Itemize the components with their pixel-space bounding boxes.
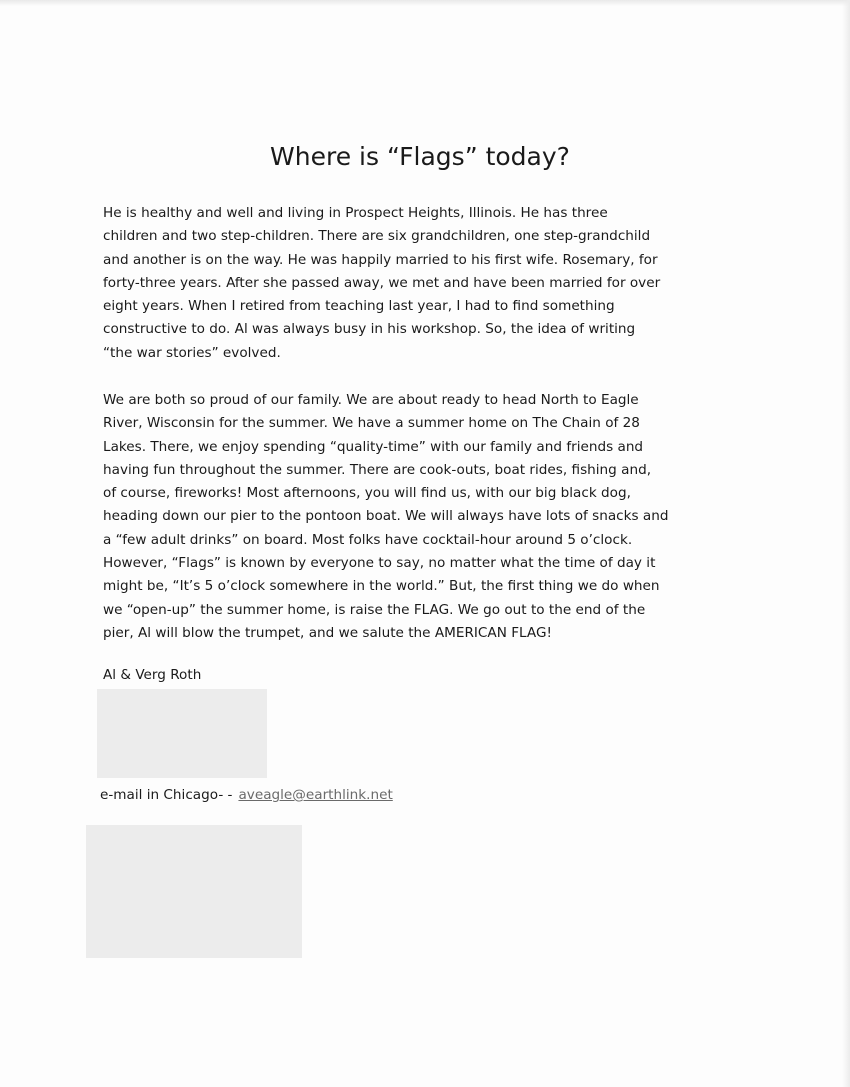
paragraph-line: might be, “It’s 5 o’clock somewhere in the world.” But, the first thing we do when — [103, 578, 660, 595]
page-title: Where is “Flags” today? — [270, 142, 570, 171]
paragraph-line: we “open-up” the summer home, is raise the FLAG. We go out to the end of the — [103, 601, 646, 618]
paragraph-line: of course, fireworks! Most afternoons, you will find us, with our big black dog, — [103, 485, 631, 502]
scan-edge-top — [0, 0, 850, 6]
paragraph-line: However, “Flags” is known by everyone to say, no matter what the time of day it — [103, 555, 656, 572]
paragraph-summer — [103, 389, 763, 645]
paragraph-line: and another is on the way. He was happily married to his first wife. Rosemary, for — [103, 251, 658, 268]
redacted-block — [86, 825, 302, 958]
scan-edge-right — [842, 0, 850, 1087]
paragraph-line: Lakes. There, we enjoy spending “quality-time” with our family and friends and — [103, 438, 644, 455]
email-row — [100, 784, 393, 807]
paragraph-line: a “few adult drinks” on board. Most folks have cocktail-hour around 5 o’clock. — [103, 531, 633, 548]
paragraph-line: We are both so proud of our family. We are about ready to head North to Eagle — [103, 392, 639, 408]
paragraph-line: pier, Al will blow the trumpet, and we salute the AMERICAN FLAG! — [103, 624, 552, 641]
email-link[interactable]: aveagle@earthlink.net — [238, 787, 393, 803]
paragraph-line: eight years. When I retired from teaching last year, I had to find something — [103, 298, 615, 315]
paragraph-line: “the war stories” evolved. — [103, 344, 281, 361]
paragraph-line: He is healthy and well and living in Prospect Heights, Illinois. He has three — [103, 205, 608, 221]
paragraph-line: constructive to do. Al was always busy in his workshop. So, the idea of writing — [103, 321, 636, 338]
paragraph-line: having fun throughout the summer. There are cook-outs, boat rides, fishing and, — [103, 461, 652, 478]
redacted-block — [97, 689, 267, 778]
paragraph-line: River, Wisconsin for the summer. We have a summer home on The Chain of 28 — [103, 415, 640, 432]
paragraph-line: children and two step-children. There are six grandchildren, one step-grandchild — [103, 228, 651, 245]
email-label: e-mail in Chicago- - — [100, 787, 233, 803]
paragraph-line: heading down our pier to the pontoon boat. We will always have lots of snacks and — [103, 508, 669, 525]
signature: Al & Verg Roth — [103, 667, 202, 683]
paragraph-line: forty-three years. After she passed away, we met and have been married for over — [103, 274, 661, 291]
paragraph-family — [103, 202, 763, 365]
